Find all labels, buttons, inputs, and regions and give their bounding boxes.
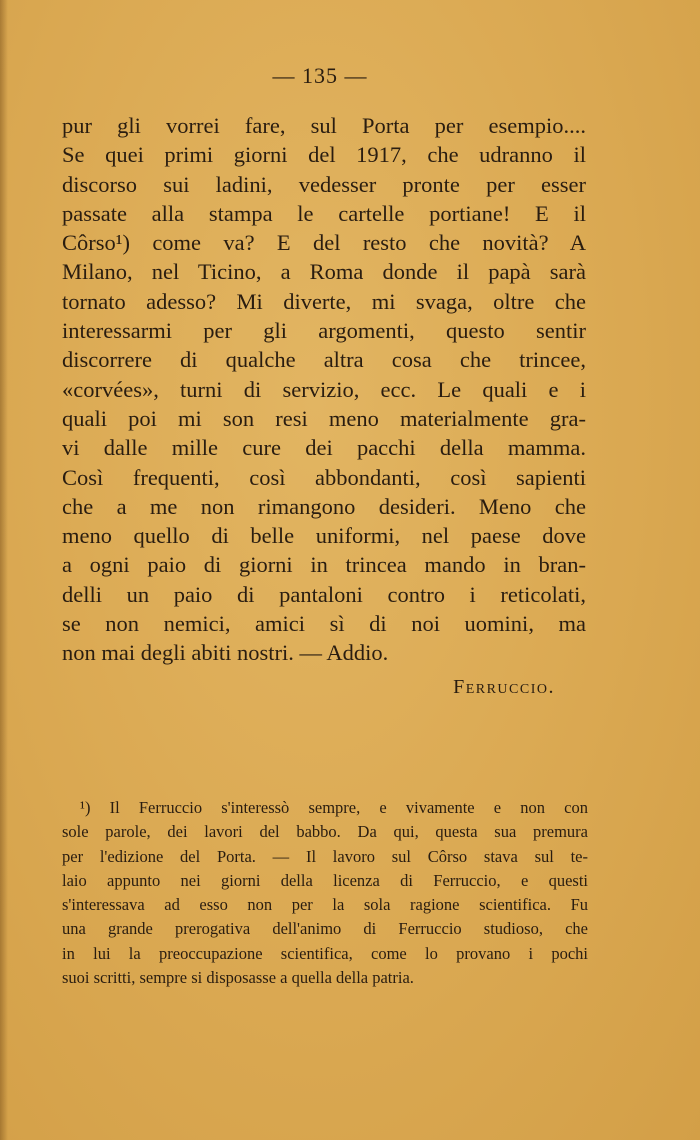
body-line: tornato adesso? Mi diverte, mi svaga, oltre che bbox=[62, 288, 586, 314]
body-line: passate alla stampa le cartelle portiane! E il bbox=[62, 200, 586, 226]
body-line: che a me non rimangono desideri. Meno che bbox=[62, 493, 586, 519]
footnote-line: in lui la preoccupazione scientifica, come lo provano i pochi bbox=[62, 943, 588, 963]
footnote-line: laio appunto nei giorni della licenza di Ferruccio, e questi bbox=[62, 870, 588, 890]
body-line: Se quei primi giorni del 1917, che udranno il bbox=[62, 142, 586, 168]
footnote-line: per l'edizione del Porta. — Il lavoro sul Côrso stava sul te- bbox=[62, 846, 588, 866]
footnote-line: s'interessava ad esso non per la sola ragione scientifica. Fu bbox=[62, 895, 588, 915]
body-line: Milano, nel Ticino, a Roma donde il papà sarà bbox=[62, 259, 586, 285]
body-line: discorso sui ladini, vedesser pronte per esser bbox=[62, 171, 586, 197]
body-line: Così frequenti, così abbondanti, così sapienti bbox=[62, 464, 586, 490]
footnote-line: suoi scritti, sempre si disposasse a quella della patria. bbox=[62, 968, 414, 988]
body-line: non mai degli abiti nostri. — Addio. bbox=[62, 640, 389, 666]
body-line: se non nemici, amici sì di noi uomini, ma bbox=[62, 611, 586, 637]
footnote-line: sole parole, dei lavori del babbo. Da qui, questa sua premura bbox=[62, 822, 588, 842]
body-line: pur gli vorrei fare, sul Porta per esempio.... bbox=[62, 113, 586, 138]
footnote-line: una grande prerogativa dell'animo di Ferruccio studioso, che bbox=[62, 919, 588, 939]
page-number: — 135 — bbox=[272, 63, 368, 88]
page-edge-shadow bbox=[0, 0, 8, 1140]
body-line: a ogni paio di giorni in trincea mando in bran- bbox=[62, 552, 586, 578]
body-line: delli un paio di pantaloni contro i reticolati, bbox=[62, 581, 586, 607]
body-line: «corvées», turni di servizio, ecc. Le quali e i bbox=[62, 376, 586, 402]
body-line: Côrso¹) come va? E del resto che novità? A bbox=[62, 230, 586, 256]
body-text bbox=[62, 111, 586, 668]
body-line: discorrere di qualche altra cosa che trincee, bbox=[62, 347, 586, 373]
body-line: vi dalle mille cure dei pacchi della mamma. bbox=[62, 435, 586, 461]
body-line: quali poi mi son resi meno materialmente gra- bbox=[62, 405, 586, 431]
body-line: meno quello di belle uniformi, nel paese dove bbox=[62, 523, 586, 549]
signature: Ferruccio. bbox=[453, 676, 555, 698]
body-line: interessarmi per gli argomenti, questo sentir bbox=[62, 318, 586, 344]
footnote bbox=[62, 796, 588, 990]
footnote-line: ¹) Il Ferruccio s'interessò sempre, e vivamente e non con bbox=[80, 798, 588, 817]
